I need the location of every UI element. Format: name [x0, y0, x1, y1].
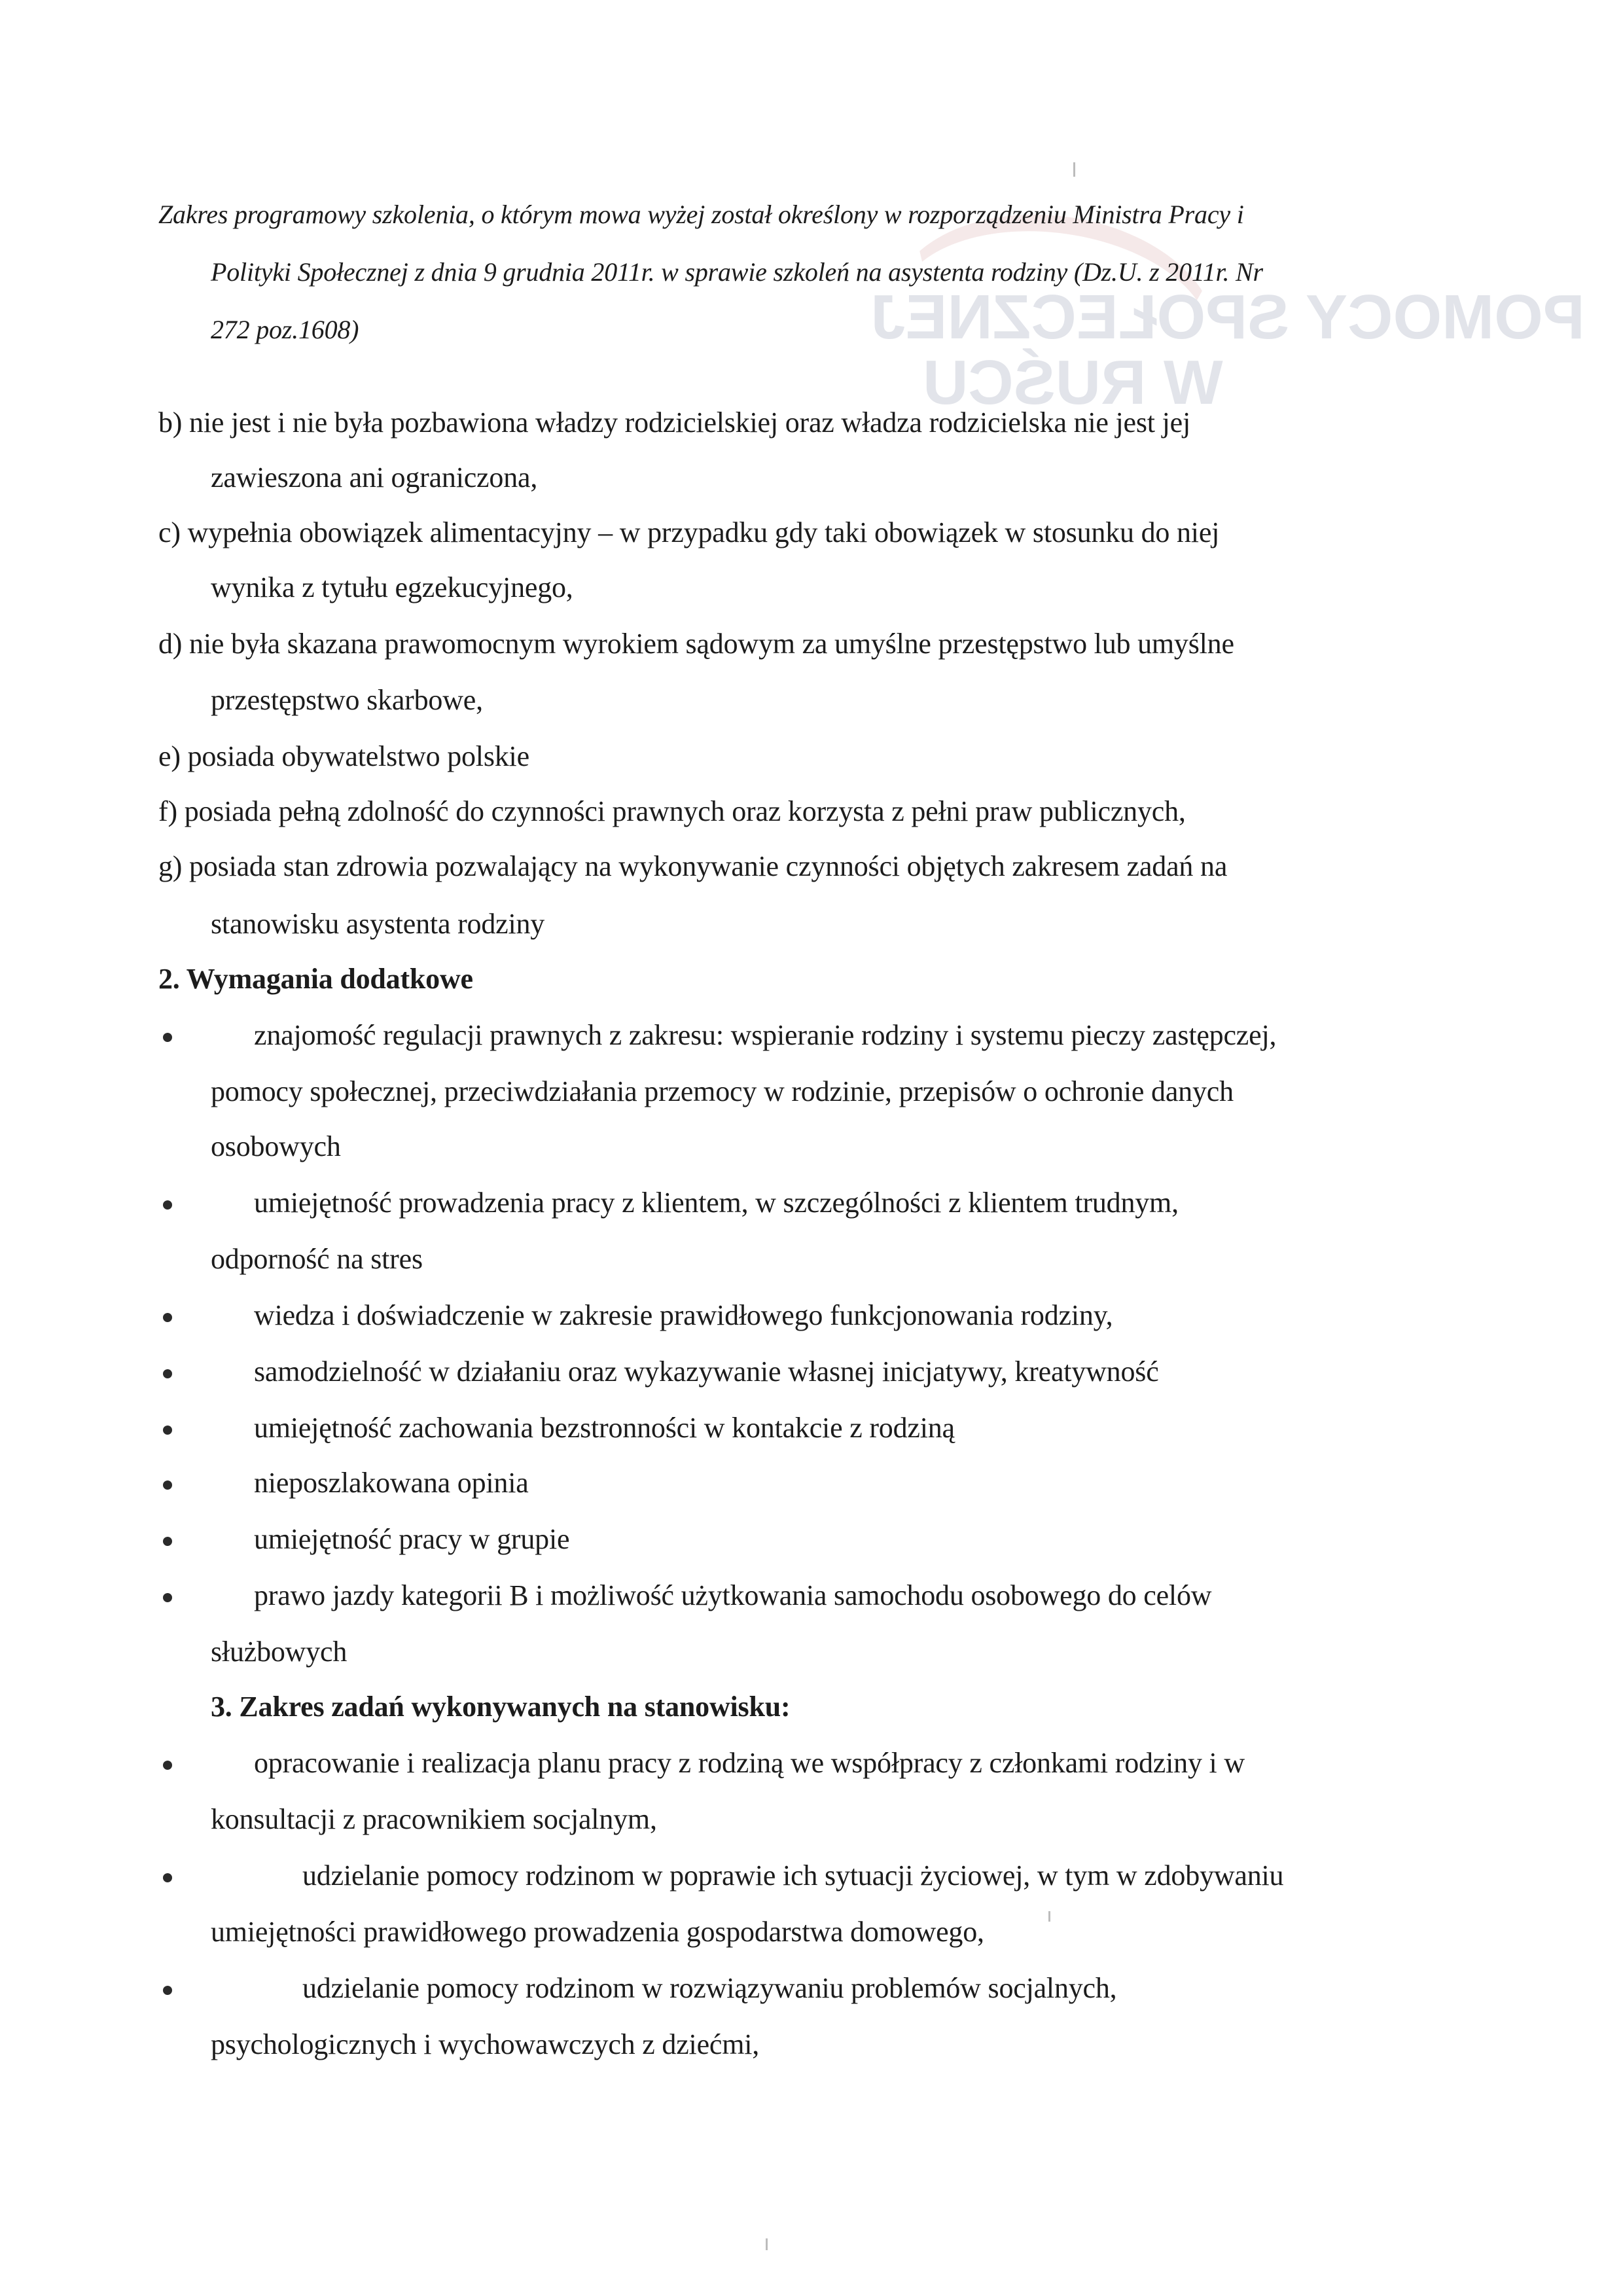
- bleed-through-logo-line: POMOCY SPOŁECZNEJ: [870, 282, 1585, 352]
- bullet-icon: [163, 1369, 172, 1378]
- bullet-icon: [163, 1593, 172, 1602]
- scan-mark: [766, 2238, 768, 2250]
- condition-g-cont: stanowisku asystenta rodziny: [211, 908, 545, 940]
- condition-b: b) nie jest i nie była pozbawiona władzy rodzicielskiej oraz władza rodzicielska nie jest jej: [158, 406, 1191, 439]
- condition-d-cont: przestępstwo skarbowe,: [211, 684, 483, 716]
- bullet-icon: [163, 1537, 172, 1546]
- requirement-item-cont: służbowych: [211, 1636, 348, 1668]
- condition-c: c) wypełnia obowiązek alimentacyjny – w przypadku gdy taki obowiązek w stosunku do niej: [158, 516, 1220, 548]
- requirement-item: umiejętność pracy w grupie: [254, 1523, 570, 1555]
- bullet-icon: [163, 1873, 172, 1882]
- intro-line: 272 poz.1608): [211, 315, 359, 344]
- task-item: opracowanie i realizacja planu pracy z rodziną we współpracy z członkami rodziny i w: [254, 1747, 1245, 1779]
- bullet-icon: [163, 1986, 172, 1995]
- requirement-item: znajomość regulacji prawnych z zakresu: wspieranie rodziny i systemu pieczy zastępczej,: [254, 1019, 1277, 1051]
- requirement-item-cont: pomocy społecznej, przeciwdziałania przemocy w rodzinie, przepisów o ochronie danych: [211, 1075, 1234, 1107]
- task-item-cont: konsultacji z pracownikiem socjalnym,: [211, 1803, 657, 1835]
- requirement-item: wiedza i doświadczenie w zakresie prawidłowego funkcjonowania rodziny,: [254, 1299, 1113, 1331]
- task-item-cont: psychologicznych i wychowawczych z dziećmi,: [211, 2028, 760, 2060]
- requirement-item: samodzielność w działaniu oraz wykazywanie własnej inicjatywy, kreatywność: [254, 1355, 1159, 1388]
- intro-line: Polityki Społecznej z dnia 9 grudnia 2011r. w sprawie szkoleń na asystenta rodziny (Dz.U. z 2011r. Nr: [211, 257, 1263, 287]
- section-2-heading: 2. Wymagania dodatkowe: [158, 963, 473, 995]
- requirement-item-cont: osobowych: [211, 1130, 341, 1162]
- requirement-item: nieposzlakowana opinia: [254, 1467, 529, 1499]
- task-item: udzielanie pomocy rodzinom w poprawie ich sytuacji życiowej, w tym w zdobywaniu: [302, 1859, 1284, 1892]
- task-item-cont: umiejętności prawidłowego prowadzenia gospodarstwa domowego,: [211, 1916, 984, 1948]
- condition-f: f) posiada pełną zdolność do czynności prawnych oraz korzysta z pełni praw publicznych,: [158, 795, 1186, 827]
- section-3-heading: 3. Zakres zadań wykonywanych na stanowisku:: [211, 1691, 791, 1723]
- condition-g: g) posiada stan zdrowia pozwalający na wykonywanie czynności objętych zakresem zadań na: [158, 850, 1228, 882]
- scan-mark: [1073, 162, 1075, 177]
- bullet-icon: [163, 1761, 172, 1770]
- task-item: udzielanie pomocy rodzinom w rozwiązywaniu problemów socjalnych,: [302, 1972, 1117, 2004]
- bleed-through-logo-line: W RUŚCU: [923, 348, 1223, 418]
- requirement-item: umiejętność zachowania bezstronności w kontakcie z rodziną: [254, 1412, 955, 1444]
- condition-c-cont: wynika z tytułu egzekucyjnego,: [211, 571, 573, 603]
- scan-mark: [1048, 1911, 1050, 1922]
- bullet-icon: [163, 1480, 172, 1490]
- bullet-icon: [163, 1426, 172, 1435]
- requirement-item: prawo jazdy kategorii B i możliwość użytkowania samochodu osobowego do celów: [254, 1579, 1212, 1611]
- condition-b-cont: zawieszona ani ograniczona,: [211, 461, 538, 493]
- condition-e: e) posiada obywatelstwo polskie: [158, 740, 529, 772]
- condition-d: d) nie była skazana prawomocnym wyrokiem sądowym za umyślne przestępstwo lub umyślne: [158, 628, 1234, 660]
- intro-line: Zakres programowy szkolenia, o którym mowa wyżej został określony w rozporządzeniu Ministra Pracy i: [158, 200, 1244, 229]
- requirement-item-cont: odporność na stres: [211, 1243, 423, 1275]
- requirement-item: umiejętność prowadzenia pracy z klientem, w szczególności z klientem trudnym,: [254, 1187, 1179, 1219]
- bullet-icon: [163, 1200, 172, 1210]
- bullet-icon: [163, 1033, 172, 1042]
- bullet-icon: [163, 1313, 172, 1322]
